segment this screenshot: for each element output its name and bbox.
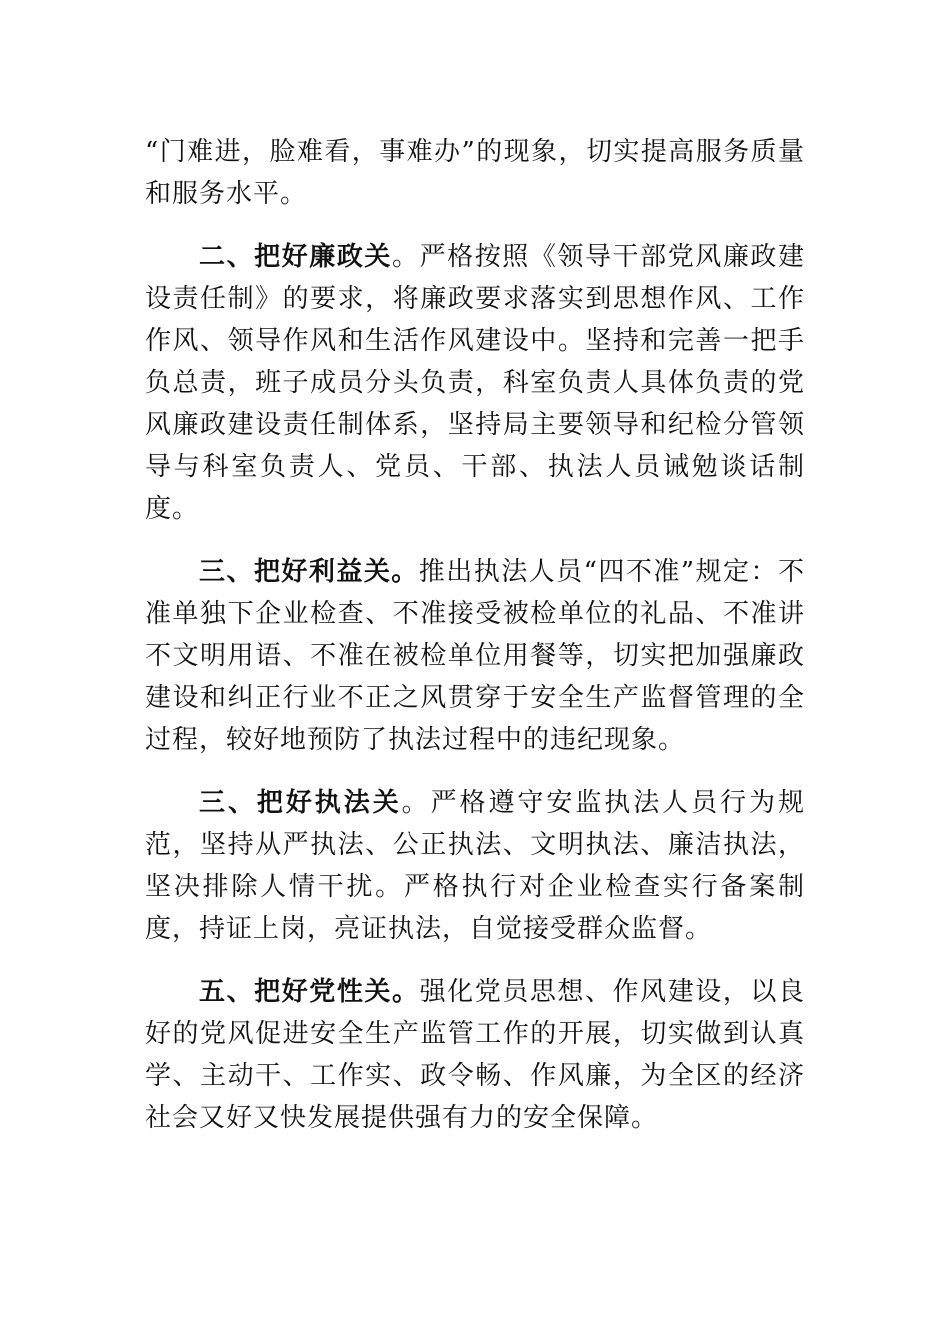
paragraph-zhifa: [145, 782, 805, 950]
paragraph-lead: 三、把好利益关。: [199, 557, 419, 587]
paragraph-text: “门难进，脸难看，事难办”的现象，切实提高服务质量和服务水平。: [145, 137, 805, 209]
paragraph-lead: 二、把好廉政关: [199, 242, 392, 272]
paragraph-lianzheng: [145, 236, 805, 530]
paragraph-lead: 五、把好党性关。: [199, 977, 420, 1007]
paragraph-intro-continuation: [145, 131, 805, 215]
paragraph-lead: 三、把好执法关: [199, 788, 402, 818]
paragraph-liyi: [145, 551, 805, 761]
paragraph-text: 推出执法人员“四不准”规定：不准单独下企业检查、不准接受被检单位的礼品、不准讲不文明用语、不准在被检单位用餐等，切实把加强廉政建设和纠正行业不正之风贯穿于安全生产监督管理的全过程，较好地预防了执法过程中的违纪现象。: [145, 557, 805, 755]
paragraph-dangxing: [145, 971, 805, 1139]
paragraph-text: 。严格遵守安监执法人员行为规范，坚持从严执法、公正执法、文明执法、廉洁执法，坚决排除人情干扰。严格执行对企业检查实行备案制度，持证上岗，亮证执法，自觉接受群众监督。: [145, 788, 805, 944]
document-body: [145, 131, 805, 1160]
paragraph-text: 。严格按照《领导干部党风廉政建设责任制》的要求，将廉政要求落实到思想作风、工作作风、领导作风和生活作风建设中。坚持和完善一把手负总责，班子成员分头负责，科室负责人具体负责的党风廉政建设责任制体系，坚持局主要领导和纪检分管领导与科室负责人、党员、干部、执法人员诫勉谈话制度。: [145, 242, 805, 524]
paragraph-text: 强化党员思想、作风建设，以良好的党风促进安全生产监管工作的开展，切实做到认真学、主动干、工作实、政令畅、作风廉，为全区的经济社会又好又快发展提供强有力的安全保障。: [145, 977, 805, 1133]
